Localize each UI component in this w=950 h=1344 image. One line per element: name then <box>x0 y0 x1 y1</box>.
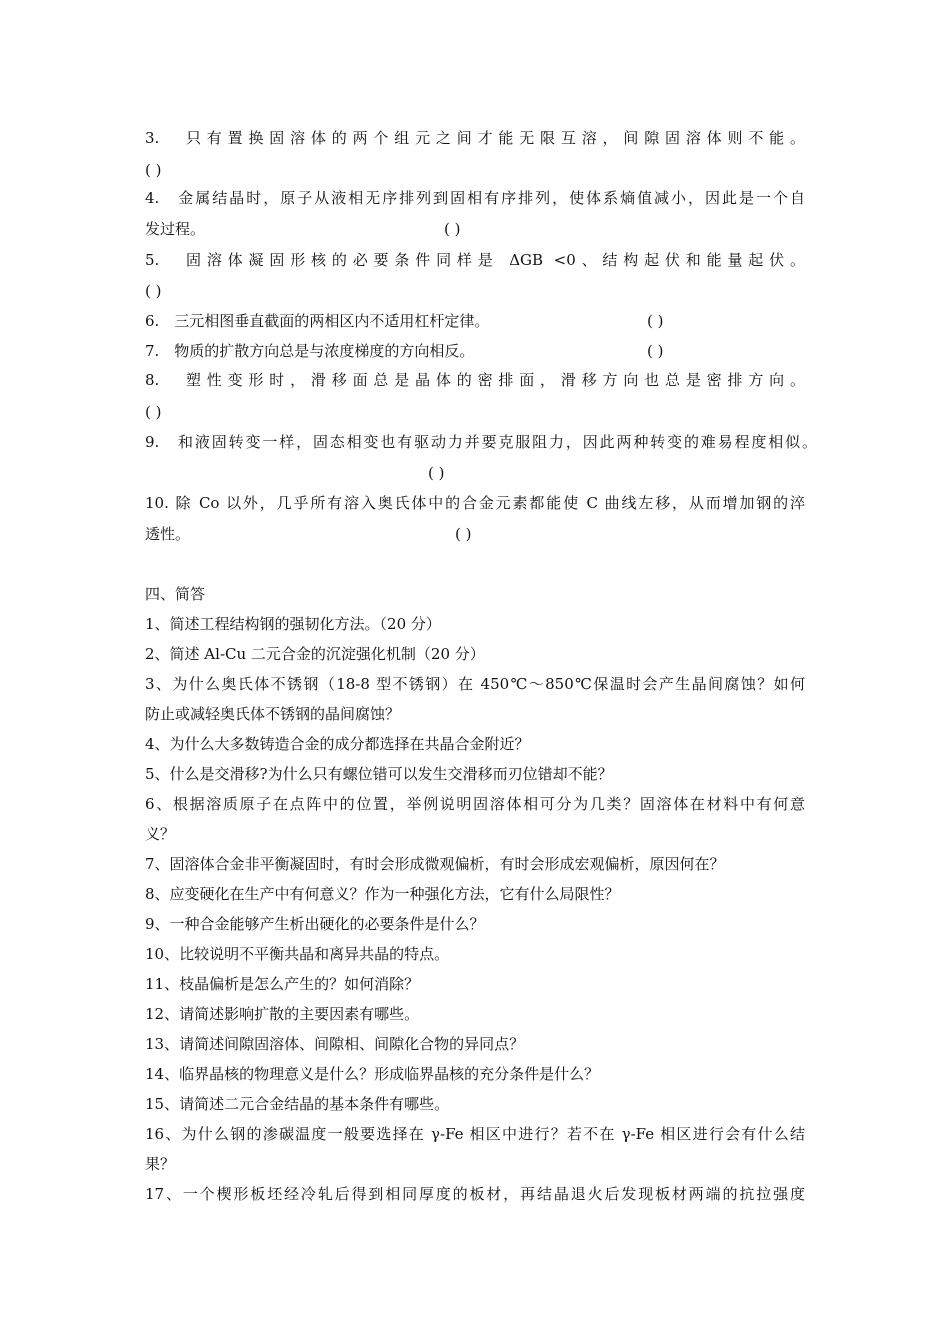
question-1: 1、简述工程结构钢的强韧化方法。（20 分） <box>145 615 441 633</box>
question-16: 16、为什么钢的渗碳温度一般要选择在 γ-Fe 相区中进行？若不在 γ-Fe 相区进行会有什么结 <box>145 1125 805 1143</box>
judgement-q4-text-cont: 发过程。 <box>145 220 206 238</box>
question-9: 9、一种合金能够产生析出硬化的必要条件是什么？ <box>145 915 485 933</box>
question-17: 17、一个楔形板坯经冷轧后得到相同厚度的板材，再结晶退火后发现板材两端的抗拉强度 <box>145 1185 805 1203</box>
question-8: 8、应变硬化在生产中有何意义？作为一种强化方法，它有什么局限性？ <box>145 885 620 903</box>
judgement-q9-mark: ( ) <box>428 464 445 482</box>
question-2: 2、简述 Al-Cu 二元合金的沉淀强化机制（20 分） <box>145 645 485 663</box>
judgement-q4-mark: ( ) <box>444 220 461 238</box>
judgement-q10-text: 10. 除 Co 以外，几乎所有溶入奥氏体中的合金元素都能使 C 曲线左移，从而增加钢的淬 <box>145 494 805 512</box>
judgement-q5-mark: ( ) <box>145 282 162 300</box>
judgement-q3-text: 3. 只有置换固溶体的两个组元之间才能无限互溶，间隙固溶体则不能。 <box>145 129 805 147</box>
judgement-q8-text: 8. 塑性变形时，滑移面总是晶体的密排面，滑移方向也总是密排方向。 <box>145 371 805 389</box>
question-13: 13、请简述间隙固溶体、间隙相、间隙化合物的异同点？ <box>145 1035 525 1053</box>
judgement-q9-text: 9. 和液固转变一样，固态相变也有驱动力并要克服阻力，因此两种转变的难易程度相似。 <box>145 433 817 451</box>
question-5: 5、什么是交滑移?为什么只有螺位错可以发生交滑移而刃位错却不能？ <box>145 765 613 783</box>
question-11: 11、枝晶偏析是怎么产生的？如何消除？ <box>145 975 420 993</box>
question-3: 3、为什么奥氏体不锈钢（18-8 型不锈钢）在 450℃～850℃保温时会产生晶间腐蚀？如何 <box>145 675 805 693</box>
question-7: 7、固溶体合金非平衡凝固时，有时会形成微观偏析，有时会形成宏观偏析，原因何在？ <box>145 855 725 873</box>
question-4: 4、为什么大多数铸造合金的成分都选择在共晶合金附近？ <box>145 735 530 753</box>
question-15: 15、请简述二元合金结晶的基本条件有哪些。 <box>145 1095 450 1113</box>
judgement-q6-text: 6. 三元相图垂直截面的两相区内不适用杠杆定律。 <box>145 312 490 330</box>
section-heading-short-answer: 四、简答 <box>145 585 206 603</box>
question-12: 12、请简述影响扩散的主要因素有哪些。 <box>145 1005 420 1023</box>
judgement-q10-mark: ( ) <box>455 525 472 543</box>
judgement-q6-mark: ( ) <box>647 312 664 330</box>
judgement-q7-text: 7. 物质的扩散方向总是与浓度梯度的方向相反。 <box>145 342 475 360</box>
question-6-cont: 义？ <box>145 825 176 843</box>
question-16-cont: 果？ <box>145 1155 176 1173</box>
question-14: 14、临界晶核的物理意义是什么？形成临界晶核的充分条件是什么？ <box>145 1065 600 1083</box>
judgement-q3-mark: ( ) <box>145 161 162 179</box>
judgement-q8-mark: ( ) <box>145 403 162 421</box>
judgement-q5-text: 5. 固溶体凝固形核的必要条件同样是 ΔGB <0、结构起伏和能量起伏。 <box>145 251 805 269</box>
question-3-cont: 防止或减轻奥氏体不锈钢的晶间腐蚀？ <box>145 705 401 723</box>
judgement-q4-text: 4. 金属结晶时，原子从液相无序排列到固相有序排列，使体系熵值减小，因此是一个自 <box>145 189 805 207</box>
question-6: 6、根据溶质原子在点阵中的位置，举例说明固溶体相可分为几类？固溶体在材料中有何意 <box>145 795 805 813</box>
judgement-q7-mark: ( ) <box>647 342 664 360</box>
question-10: 10、比较说明不平衡共晶和离异共晶的特点。 <box>145 945 450 963</box>
judgement-q10-text-cont: 透性。 <box>145 525 191 543</box>
